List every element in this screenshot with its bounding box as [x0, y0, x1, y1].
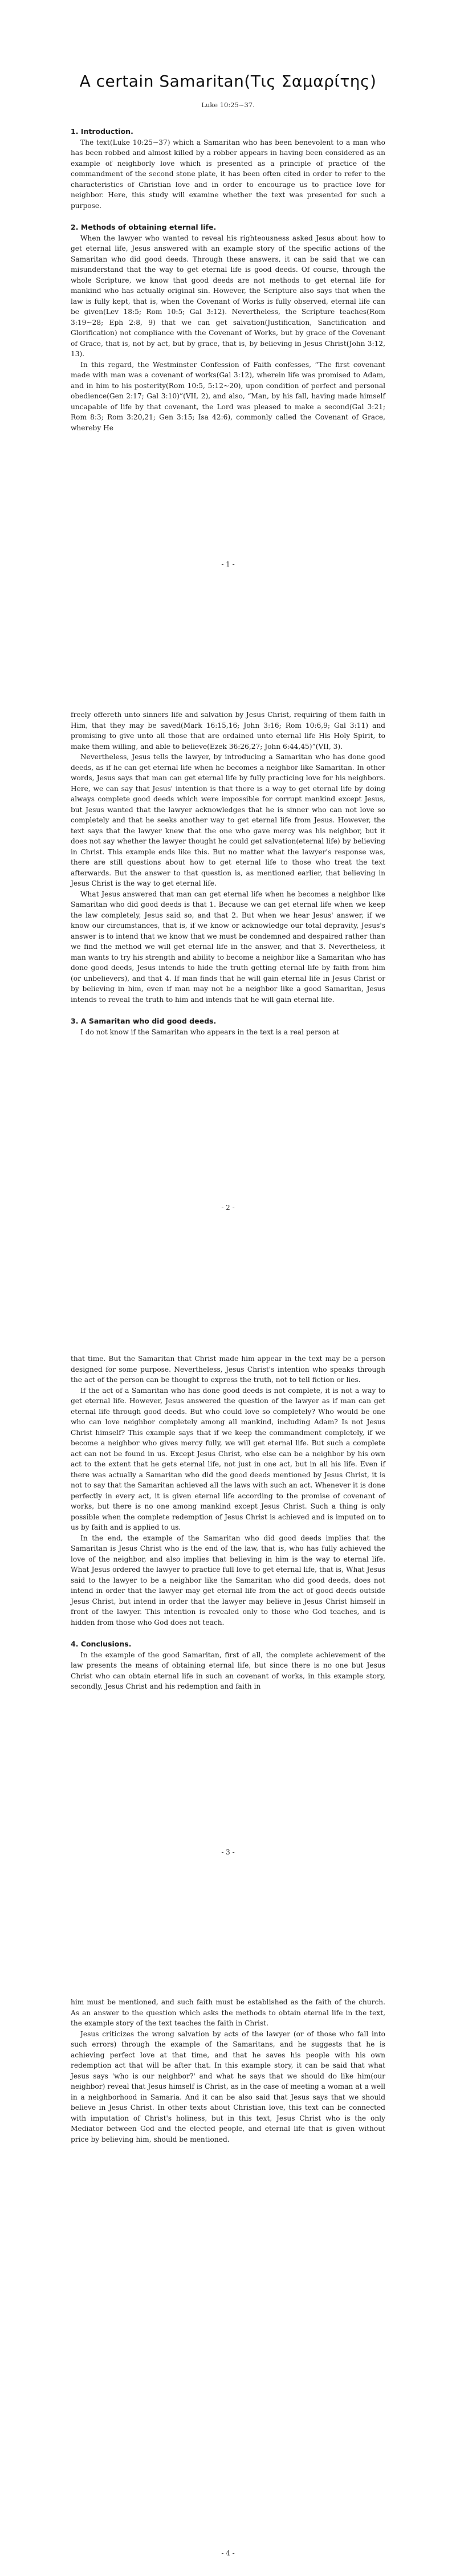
page-4	[0, 1932, 456, 2576]
paragraph: that time. But the Samaritan that Christ made him appear in the text may be a person designed for some purpose. Nevertheless, Jesus Christ's intention who speaks through the act of the person can be thought to express the truth, not to tell fiction or lies.	[71, 1355, 385, 1384]
paragraph: When the lawyer who wanted to reveal his righteousness asked Jesus about how to get eternal life, Jesus answered with an example story of the specific actions of the Samaritan who did good deeds. Through these answers, it can be said that we can misunderstand that the way to get eternal life is good deeds. Of course, through the whole Scripture, we know that good deeds are not methods to get eternal life for mankind who has actually original sin. However, the Scripture also says that when the law is fully kept, that is, when the Covenant of Works is fully observed, eternal life can be given(Lev 18:5; Rom 10:5; Gal 3:12). Nevertheless, the Scripture teaches(Rom 3:19~28; Eph 2:8, 9) that we can get salvation(Justification, Sanctification and Glorification) not compliance with the Covenant of Works, but by grace of the Covenant of Grace, that is, not by act, but by grace, that is, by believing in Jesus Christ(John 3:12, 13).	[71, 234, 385, 358]
page-4-body	[71, 1997, 385, 2145]
page-2	[0, 644, 456, 1288]
paragraph: The text(Luke 10:25~37) which a Samaritan who has been benevolent to a man who has been robbed and almost killed by a robber appears in having been considered as an example of neighborly love which is presented as a principle of practice of the commandment of the second stone plate, it has been often cited in order to refer to the characteristics of Christian love and in order to encourage us to practice love for neighbor. Here, this study will examine whether the text was presented for such a purpose.	[71, 138, 385, 210]
page-number: - 3 -	[221, 1848, 235, 1856]
section-heading-samaritan: 3. A Samaritan who did good deeds.	[71, 1017, 217, 1025]
page-3-body	[71, 1354, 385, 1692]
page-1	[0, 0, 456, 644]
paragraph: In the end, the example of the Samaritan who did good deeds implies that the Samaritan is Jesus Christ who is the end of the law, that is, who has fully achieved the love of the neighbor, and also implies that believing in him is the way to eternal life. What Jesus ordered the lawyer to practice full love to get eternal life, that is, What Jesus said to the lawyer to be a neighbor like the Samaritan who did good deeds, does not intend in order that the lawyer may get eternal life from the act of good deeds outside Jesus Christ, but intend in order that the lawyer may believe in Jesus Christ himself in front of the lawyer. This intention is revealed only to those who God teaches, and is hidden from those who God does not teach.	[71, 1534, 385, 1627]
paragraph: I do not know if the Samaritan who appears in the text is a real person at	[80, 1028, 340, 1036]
paragraph: If the act of a Samaritan who has done good deeds is not complete, it is not a way to get eternal life. However, Jesus answered the question of the lawyer as if man can get eternal life through good deeds. But who could love so completely? Who would be one who can love neighbor completely among all mankind, including Adam? Is not Jesus Christ himself? This example says that if we keep the commandment completely, if we become a neighbor who gives mercy fully, we will get eternal life. But such a complete act can not be found in us. Except Jesus Christ, who else can be a neighbor by his own act to the extent that he gets eternal life, not just in one act, but in all his life. Even if there was actually a Samaritan who did the good deeds mentioned by Jesus Christ, it is not to say that the Samaritan achieved all the laws with such an act. Whenever it is done perfectly in every act, it is given eternal life according to the promise of covenant of works, but there is no one among mankind except Jesus Christ. Such a thing is only possible when the complete redemption of Jesus Christ is achieved and is imputed on to us by faith and is applied to us.	[71, 1386, 385, 1531]
page-number: - 2 -	[221, 1204, 235, 1212]
paragraph: In this regard, the Westminster Confession of Faith confesses, “The first covenant made with man was a covenant of works(Gal 3:12), wherein life was promised to Adam, and in him to his posterity(Rom 10:5, 5:12~20), upon condition of perfect and personal obedience(Gen 2:17; Gal 3:10)”(VII, 2), and also, “Man, by his fall, having made himself uncapable of life by that covenant, the Lord was pleased to make a second(Gal 3:21; Rom 8:3; Rom 3:20,21; Gen 3:15; Isa 42:6), commonly called the Covenant of Grace, whereby He	[71, 360, 385, 432]
paragraph: freely offereth unto sinners life and salvation by Jesus Christ, requiring of them faith in Him, that they may be saved(Mark 16:15,16; John 3:16; Rom 10:6,9; Gal 3:11) and promising to give unto all those that are ordained unto eternal life His Holy Spirit, to make them willing, and able to believe(Ezek 36:26,27; John 6:44,45)”(VII, 3).	[71, 711, 385, 751]
page-number: - 1 -	[221, 560, 235, 568]
paragraph: him must be mentioned, and such faith must be established as the faith of the church. As an answer to the question which asks the methods to obtain eternal life in the text, the example story of the text teaches the faith in Christ.	[71, 1998, 385, 2027]
document-title: A certain Samaritan(Τις Σαμαρίτης)	[79, 72, 377, 91]
paragraph: What Jesus answered that man can get eternal life when he becomes a neighbor like Samaritan who did good deeds is that 1. Because we can get eternal life when we keep the law completely, Jesus said so, and that 2. But when we hear Jesus' answer, if we know our circumstances, that is, if we know or acknowledge our total depravity, Jesus's answer is to intend that we know that we must be condemned and despaired rather than we find the method we will get eternal life in the answer, and that 3. Nevertheless, it man wants to try his strength and ability to become a neighbor like a Samaritan who has done good deeds, Jesus intends to hide the truth getting eternal life by faith from him (or unbelievers), and that 4. If man finds that he will gain eternal life in Jesus Christ or by believing in him, even if man may not be a neighbor like a good Samaritan, Jesus intends to reveal the truth to him and intends that he will gain eternal life.	[71, 890, 385, 1004]
section-heading-conclusions: 4. Conclusions.	[71, 1640, 132, 1648]
paragraph: Nevertheless, Jesus tells the lawyer, by introducing a Samaritan who has done good deeds, as if he can get eternal life when he becomes a neighbor like Samaritan. In other words, Jesus says that man can get eternal life by fully practicing love for his neighbors. Here, we can say that Jesus' intention is that there is a way to get eternal life by doing always complete good deeds which were impossible for corrupt mankind except Jesus, but Jesus wanted that the lawyer acknowledges that he is sinner who can not love so completely and that he seeks another way to get eternal life from Jesus. However, the text says that the lawyer knew that the one who gave mercy was his neighbor, but it does not say whether the lawyer thought he could get salvation(eternal life) by believing in Christ. This example ends like this. But no matter what the lawyer's response was, there are still questions about how to get eternal life to those who treat the text afterwards. But the answer to that question is, as mentioned earlier, that believing in Jesus Christ is the way to get eternal life.	[71, 753, 385, 887]
page-3	[0, 1288, 456, 1932]
paragraph: In the example of the good Samaritan, first of all, the complete achievement of the law presents the means of obtaining eternal life, but since there is no one but Jesus Christ who can obtain eternal life in such an covenant of works, in this example story, secondly, Jesus Christ and his redemption and faith in	[71, 1650, 385, 1690]
section-heading-introduction: 1. Introduction.	[71, 127, 133, 136]
scripture-reference: Luke 10:25~37.	[201, 101, 255, 109]
page-number: - 4 -	[221, 2549, 235, 2557]
section-heading-methods: 2. Methods of obtaining eternal life.	[71, 223, 217, 231]
page-2-body	[71, 710, 385, 1037]
page-1-body	[71, 127, 385, 433]
paragraph: Jesus criticizes the wrong salvation by acts of the lawyer (or of those who fall into such errors) through the example of the Samaritans, and he suggests that he is achieving perfect love at that time, and that he saves his people with his own redemption act that will be after that. In this example story, it can be said that what Jesus says 'who is our neighbor?' and what he says that we should do like him(our neighbor) reveal that Jesus himself is Christ, as in the case of meeting a woman at a well in a neighborhood in Samaria. And it can be also said that Jesus says that we should believe in Jesus Christ. In other texts about Christian love, this text can be connected with imputation of Christ's holiness, but in this text, Jesus Christ who is the only Mediator between God and the elected people, and eternal life that is given without price by believing him, should be mentioned.	[71, 2029, 385, 2143]
